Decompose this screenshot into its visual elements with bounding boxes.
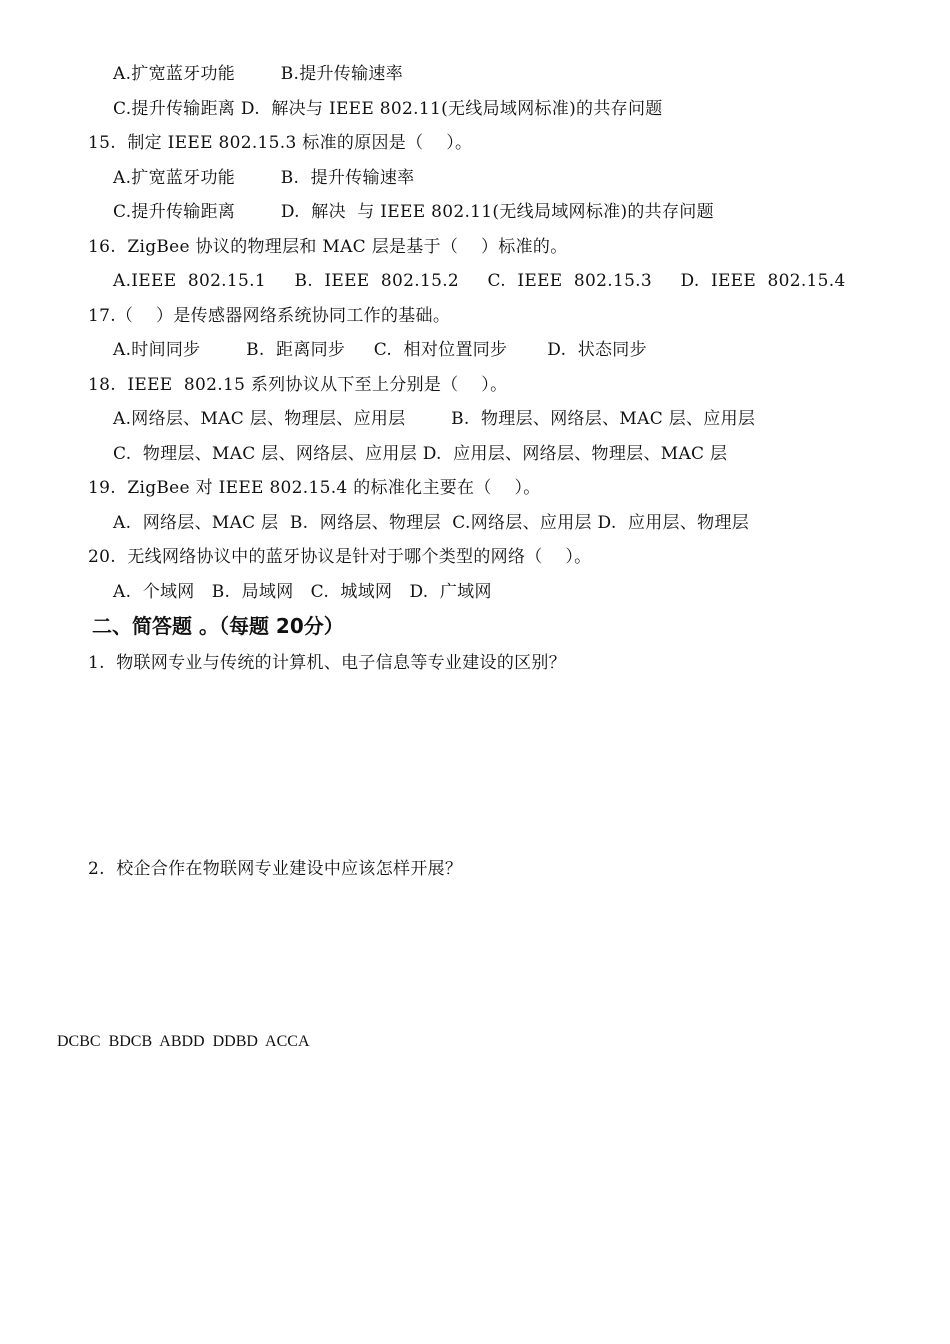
question-16: 16. ZigBee 协议的物理层和 MAC 层是基于（ ）标准的。 — [88, 237, 568, 257]
q17-options: A.时间同步 B. 距离同步 C. 相对位置同步 D. 状态同步 — [113, 340, 647, 360]
q18-options-ab: A.网络层、MAC 层、物理层、应用层 B. 物理层、网络层、MAC 层、应用层 — [113, 409, 756, 429]
q18-options-cd: C. 物理层、MAC 层、网络层、应用层 D. 应用层、网络层、物理层、MAC 层 — [113, 444, 728, 464]
q20-options: A. 个域网 B. 局域网 C. 城域网 D. 广域网 — [113, 582, 492, 602]
question-19: 19. ZigBee 对 IEEE 802.15.4 的标准化主要在（ ）。 — [88, 478, 541, 498]
question-15: 15. 制定 IEEE 802.15.3 标准的原因是（ ）。 — [88, 133, 473, 153]
q15-options-ab: A.扩宽蓝牙功能 B. 提升传输速率 — [113, 168, 415, 188]
q14-options-cd: C.提升传输距离 D. 解决与 IEEE 802.11(无线局域网标准)的共存问题 — [113, 99, 663, 119]
section-heading: 二、简答题 。（每题 20分） — [92, 614, 344, 638]
q19-options: A. 网络层、MAC 层 B. 网络层、物理层 C.网络层、应用层 D. 应用层、物理层 — [113, 513, 750, 533]
q16-options: A.IEEE 802.15.1 B. IEEE 802.15.2 C. IEEE 802.15.3 D. IEEE 802.15.4 — [113, 271, 846, 291]
q14-options-ab: A.扩宽蓝牙功能 B.提升传输速率 — [113, 64, 404, 84]
short-question-2: 2. 校企合作在物联网专业建设中应该怎样开展？ — [88, 859, 463, 879]
q15-options-cd: C.提升传输距离 D. 解决 与 IEEE 802.11(无线局域网标准)的共存问题 — [113, 202, 714, 222]
short-question-1: 1. 物联网专业与传统的计算机、电子信息等专业建设的区别？ — [88, 653, 567, 673]
answer-key: DCBC BDCB ABDD DDBD ACCA — [57, 1033, 310, 1050]
question-17: 17.（ ）是传感器网络系统协同工作的基础。 — [88, 306, 451, 326]
question-20: 20. 无线网络协议中的蓝牙协议是针对于哪个类型的网络（ ）。 — [88, 547, 592, 567]
question-18: 18. IEEE 802.15 系列协议从下至上分别是（ ）。 — [88, 375, 508, 395]
